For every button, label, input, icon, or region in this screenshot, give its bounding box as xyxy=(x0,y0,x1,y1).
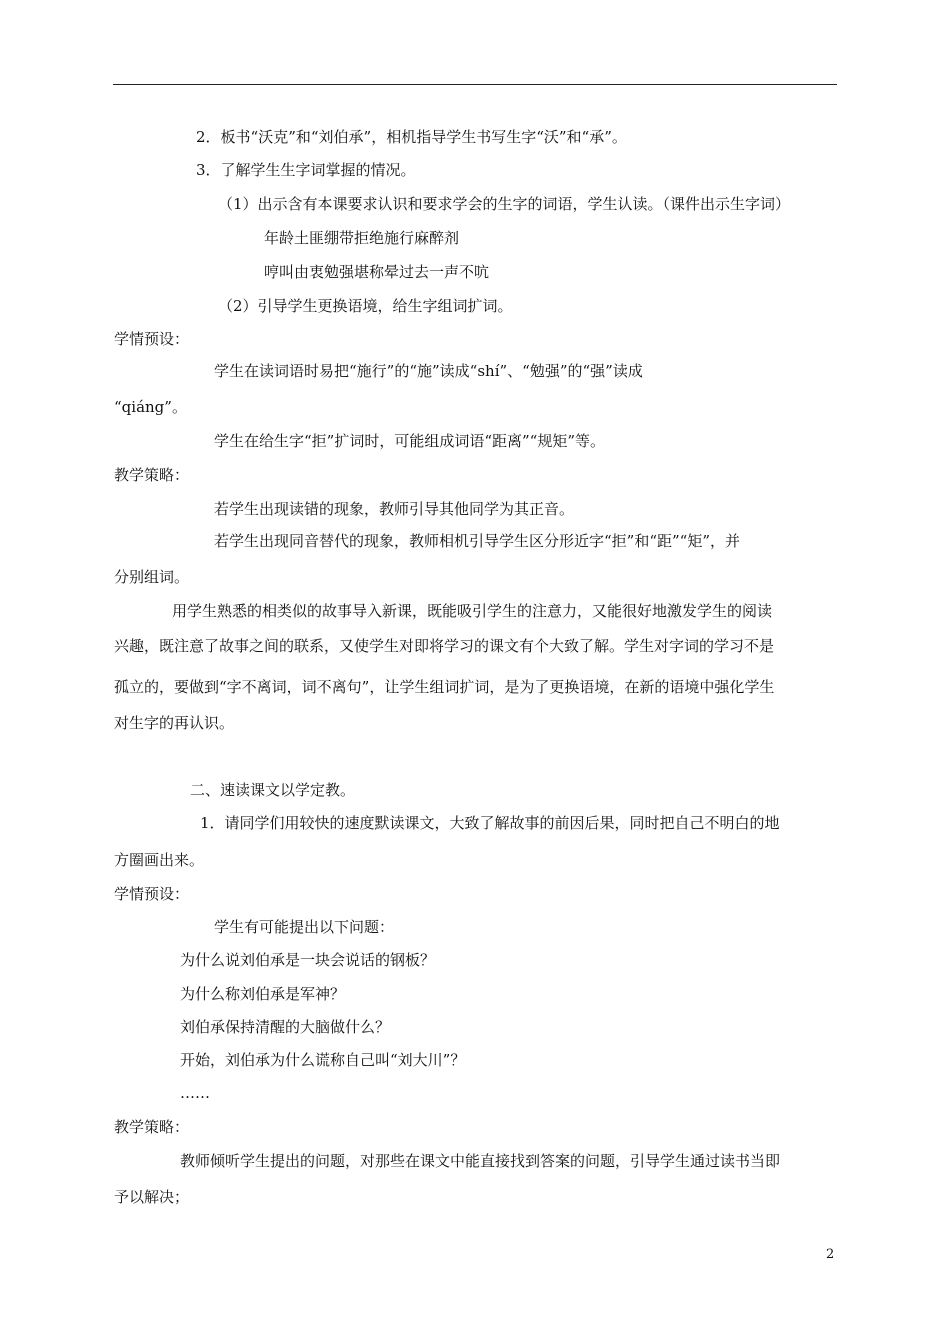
page-number: 2 xyxy=(826,1247,835,1262)
word-list: 年龄土匪绷带拒绝施行麻醉剂 xyxy=(264,229,460,247)
section-heading: 二、速读课文以学定教。 xyxy=(190,781,356,799)
text-line: 2．板书“沃克”和“刘伯承”，相机指导学生书写生字“沃”和“承”。 xyxy=(196,128,627,146)
question-item: 为什么称刘伯承是军神？ xyxy=(180,985,346,1003)
header-rule xyxy=(113,84,837,85)
text-line: 方圈画出来。 xyxy=(114,851,205,869)
text-line: 3．了解学生生字词掌握的情况。 xyxy=(196,161,416,179)
text-line: 予以解决； xyxy=(114,1188,190,1206)
text-line: 学生在读词语时易把“施行”的“施”读成“shí”、“勉强”的“强”读成 xyxy=(214,362,643,380)
question-item: 刘伯承保持清醒的大脑做什么？ xyxy=(180,1018,391,1036)
question-item: 开始，刘伯承为什么谎称自己叫“刘大川”？ xyxy=(180,1051,466,1069)
text-line: 对生字的再认识。 xyxy=(114,714,235,732)
text-line: 若学生出现读错的现象，教师引导其他同学为其正音。 xyxy=(214,500,575,518)
section-label: 教学策略： xyxy=(114,466,190,484)
text-line: （1）出示含有本课要求认识和要求学会的生字的词语，学生认读。（课件出示生字词） xyxy=(218,195,791,213)
question-item: 为什么说刘伯承是一块会说话的钢板？ xyxy=(180,951,436,969)
text-line: 1．请同学们用较快的速度默读课文，大致了解故事的前因后果，同时把自己不明白的地 xyxy=(200,814,780,832)
text-line: 分别组词。 xyxy=(114,568,190,586)
text-line: 若学生出现同音替代的现象，教师相机引导学生区分形近字“拒”和“距”“矩”，并 xyxy=(214,532,741,550)
text-line: 学生在给生字“拒”扩词时，可能组成词语“距离”“规矩”等。 xyxy=(214,432,606,450)
ellipsis: …… xyxy=(180,1084,210,1102)
text-line: 孤立的，要做到“字不离词，词不离句”，让学生组词扩词，是为了更换语境，在新的语境中强化学生 xyxy=(114,678,775,696)
section-label: 学情预设： xyxy=(114,330,190,348)
text-line: 兴趣，既注意了故事之间的联系，又使学生对即将学习的课文有个大致了解。学生对字词的学习不是 xyxy=(114,637,775,655)
section-label: 教学策略： xyxy=(114,1118,190,1136)
text-line: 学生有可能提出以下问题： xyxy=(214,918,395,936)
text-line: （2）引导学生更换语境，给生字组词扩词。 xyxy=(218,297,513,315)
text-line: 教师倾听学生提出的问题，对那些在课文中能直接找到答案的问题，引导学生通过读书当即 xyxy=(180,1152,781,1170)
section-label: 学情预设： xyxy=(114,885,190,903)
text-line: “qiáng”。 xyxy=(114,398,187,416)
text-line: 用学生熟悉的相类似的故事导入新课，既能吸引学生的注意力，又能很好地激发学生的阅读 xyxy=(172,602,773,620)
word-list: 哼叫由衷勉强堪称晕过去一声不吭 xyxy=(264,263,490,281)
